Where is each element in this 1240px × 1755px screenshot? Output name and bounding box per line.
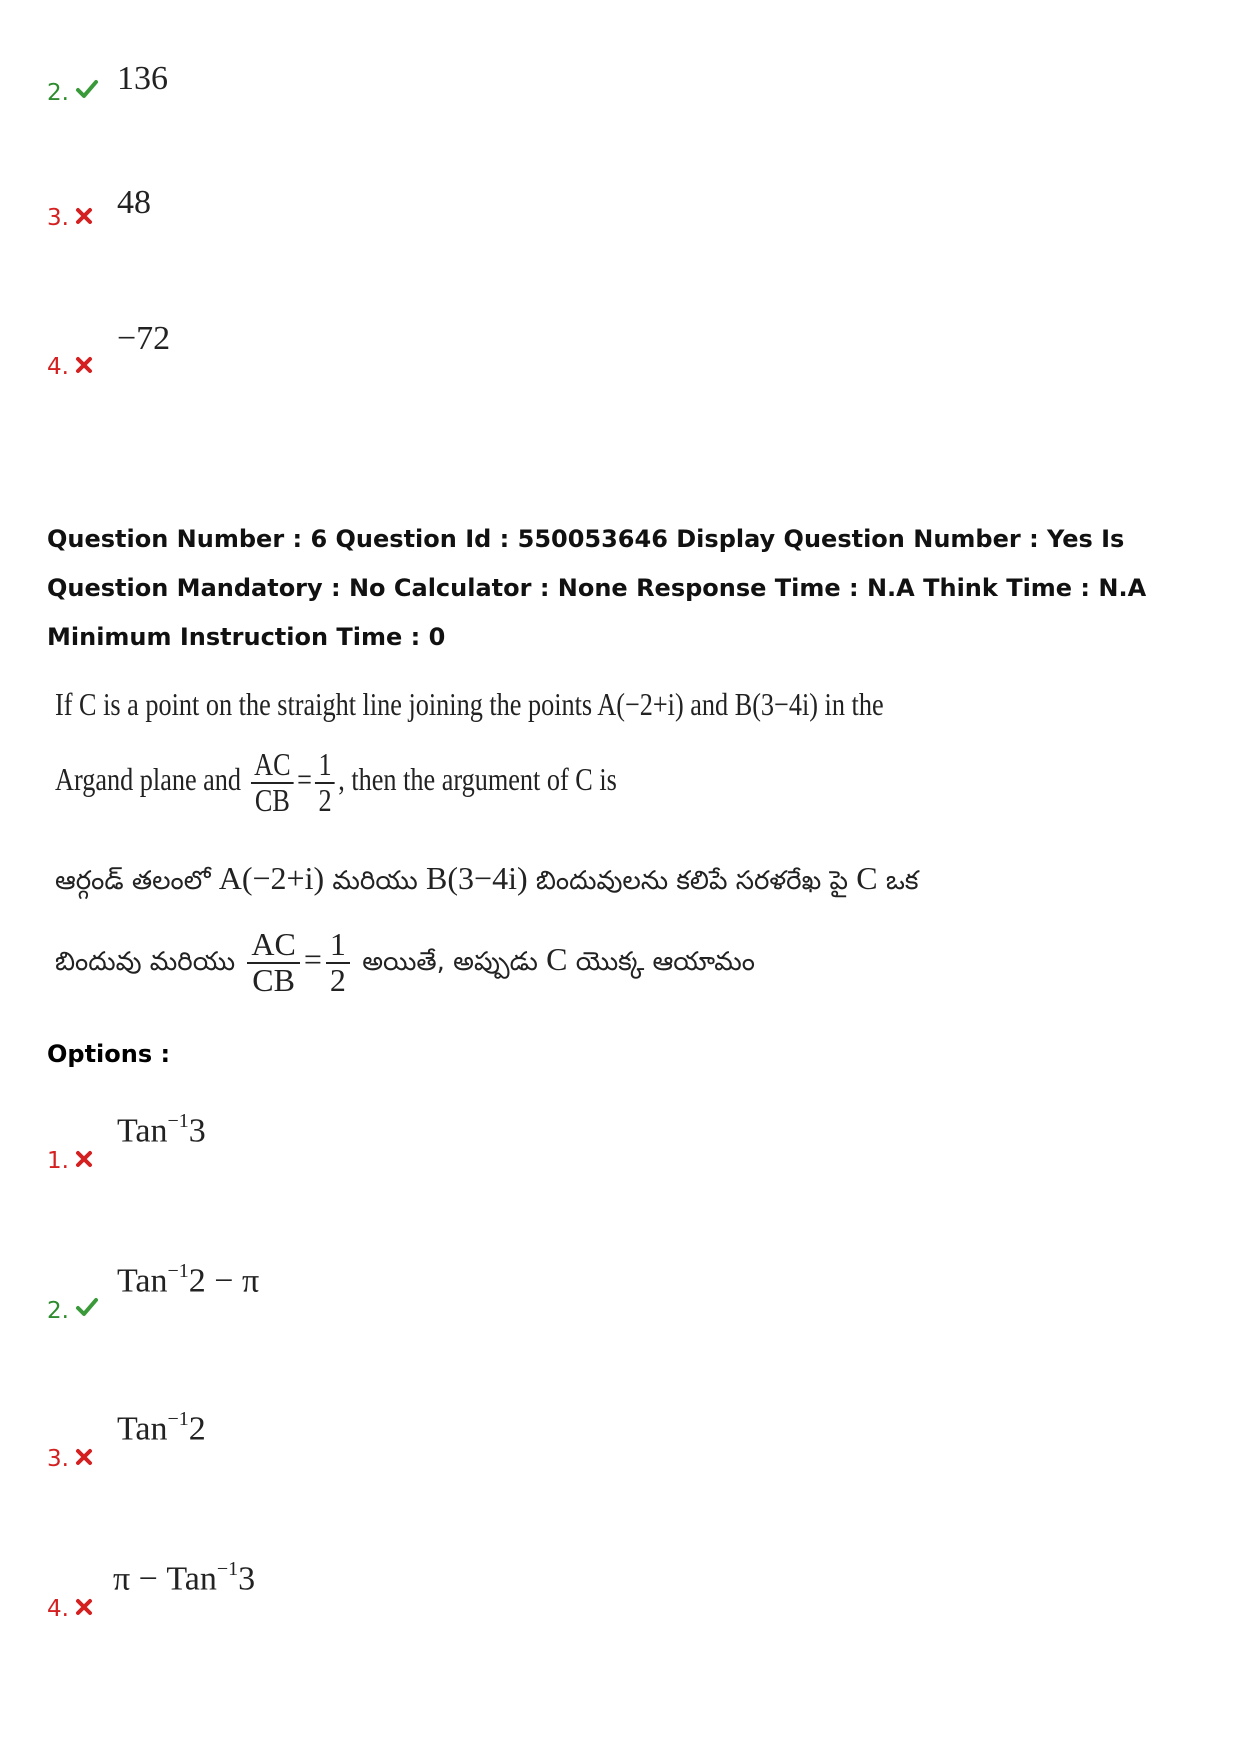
point-c: C bbox=[856, 860, 878, 896]
cross-icon bbox=[75, 356, 93, 374]
te-text: అయితే, అప్పుడు bbox=[362, 947, 538, 978]
fraction-ac-cb bbox=[247, 928, 299, 997]
check-icon bbox=[75, 77, 99, 101]
option-2 bbox=[47, 1262, 647, 1322]
option-number: 4. bbox=[47, 354, 69, 380]
option-number: 3. bbox=[47, 205, 69, 231]
question-te-line-1 bbox=[55, 860, 918, 902]
fraction-denominator: 2 bbox=[318, 781, 332, 818]
equals-sign: = bbox=[303, 941, 322, 978]
equals-sign: = bbox=[297, 760, 312, 797]
te-text: మరియు bbox=[332, 866, 418, 896]
option-1 bbox=[47, 1112, 647, 1172]
prev-option-3 bbox=[47, 184, 647, 248]
options-label: Options : bbox=[47, 1040, 171, 1068]
option-number: 1. bbox=[47, 1148, 69, 1174]
te-text: ఆర్గండ్ తలంలో bbox=[55, 866, 211, 896]
option-math: Tan$^{-1}$2 bbox=[117, 1408, 206, 1448]
cross-icon bbox=[75, 1448, 93, 1466]
question-en-line-1: If C is a point on the straight line joining the points A(−2+i) and B(3−4i) in the bbox=[55, 686, 884, 722]
option-number: 3. bbox=[47, 1446, 69, 1472]
fraction-numerator: 1 bbox=[315, 748, 335, 784]
te-text: బిందువులను కలిపే సరళరేఖ పై bbox=[535, 866, 848, 896]
fraction-numerator: AC bbox=[247, 928, 299, 964]
fraction-denominator: CB bbox=[252, 961, 295, 998]
question-en-text: Argand plane and bbox=[55, 760, 242, 797]
option-value: 48 bbox=[117, 184, 151, 221]
prev-option-2 bbox=[47, 60, 647, 120]
question-te-line-2 bbox=[55, 928, 755, 997]
te-text: బిందువు మరియు bbox=[55, 947, 236, 978]
option-value: −72 bbox=[117, 320, 171, 357]
option-3 bbox=[47, 1410, 647, 1470]
option-number: 2. bbox=[47, 1298, 69, 1324]
option-number: 4. bbox=[47, 1596, 69, 1622]
fraction-numerator: 1 bbox=[326, 928, 350, 964]
option-value: 136 bbox=[117, 60, 168, 97]
cross-icon bbox=[75, 207, 93, 225]
fraction-denominator: CB bbox=[254, 781, 290, 818]
question-meta: Question Number : 6 Question Id : 550053646 Display Question Number : Yes Is Question Mandatory : No Calculator : None Response Time : N.A Think Time : N.A Minimum Instruction Time : 0 bbox=[47, 525, 1147, 651]
prev-option-4 bbox=[47, 320, 647, 380]
option-math: Tan$^{-1}$2 − π bbox=[117, 1260, 260, 1300]
te-text: ఒక bbox=[885, 866, 919, 896]
cross-icon bbox=[75, 1598, 93, 1616]
te-text: యొక్క ఆయామం bbox=[575, 947, 755, 978]
option-math: π − Tan$^{-1}$3 bbox=[113, 1558, 256, 1598]
fraction-numerator: AC bbox=[251, 748, 294, 784]
point-c: C bbox=[546, 941, 568, 978]
option-number: 2. bbox=[47, 80, 69, 106]
fraction-ac-cb bbox=[251, 748, 294, 817]
point-a: A(−2+i) bbox=[218, 860, 325, 896]
fraction-denominator: 2 bbox=[329, 961, 346, 998]
fraction-half bbox=[326, 928, 350, 997]
point-b: B(3−4i) bbox=[426, 860, 528, 896]
question-en-text: , then the argument of C is bbox=[338, 760, 617, 797]
option-math: Tan$^{-1}$3 bbox=[117, 1110, 206, 1150]
option-4 bbox=[47, 1560, 647, 1620]
check-icon bbox=[75, 1295, 99, 1319]
question-en-line-2 bbox=[55, 748, 617, 817]
fraction-half bbox=[315, 748, 335, 817]
cross-icon bbox=[75, 1150, 93, 1168]
